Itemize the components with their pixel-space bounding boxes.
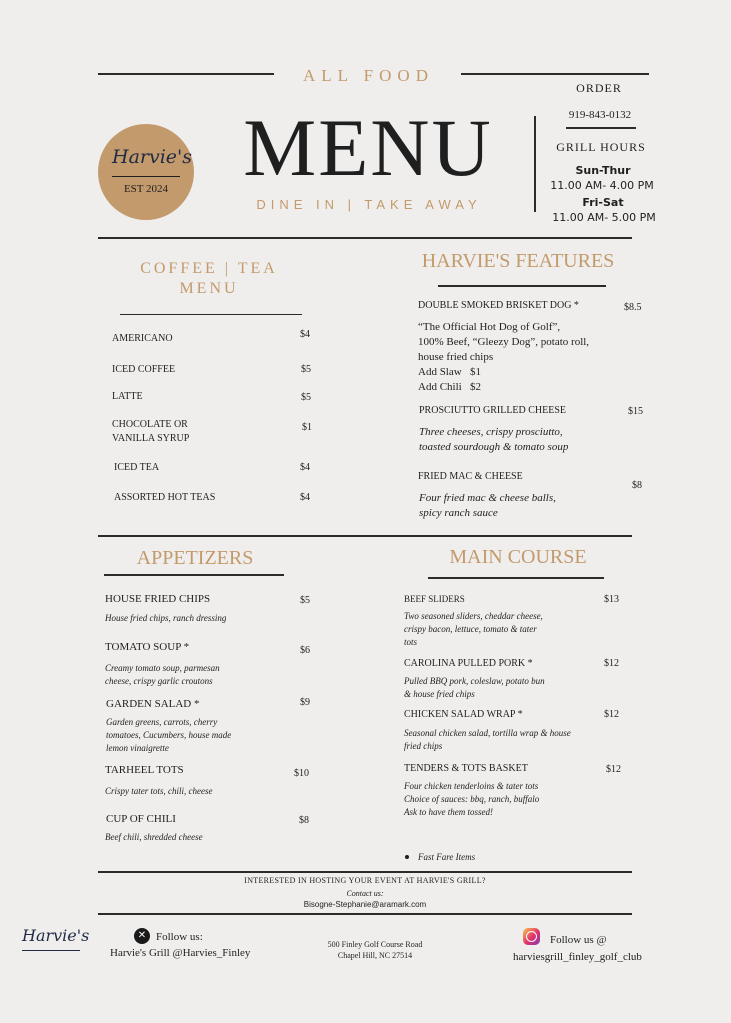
appetizer-item-desc (105, 785, 212, 798)
desc-line: lemon vinaigrette (106, 743, 169, 753)
events-heading: INTERESTED IN HOSTING YOUR EVENT AT HARVIE'S GRILL? (244, 876, 486, 885)
coffee-item-name: LATTE (112, 391, 143, 402)
appetizer-item-desc (105, 612, 226, 625)
feature-item-name: DOUBLE SMOKED BRISKET DOG * (418, 300, 579, 311)
coffee-item-price: $5 (301, 392, 311, 403)
bullet-icon (405, 855, 409, 859)
desc-line: Four chicken tenderloins & tater tots (404, 781, 539, 791)
order-vertical-rule (534, 116, 536, 212)
desc-line: Three cheeses, crispy prosciutto, (419, 426, 563, 438)
main-item-name: TENDERS & TOTS BASKET (404, 763, 528, 774)
hours-time-2: 11.00 AM- 5.00 PM (552, 211, 656, 224)
appetizer-item-name: GARDEN SALAD * (106, 698, 200, 710)
desc-line: house fried chips (418, 351, 494, 363)
x-handle-link[interactable]: Harvie's Grill @Harvies_Finley (110, 947, 251, 959)
coffee-rule (120, 314, 302, 315)
desc-line: Beef chili, shredded cheese (105, 832, 203, 842)
feature-item-desc (419, 425, 568, 455)
fast-fare-legend: Fast Fare Items (418, 852, 476, 862)
feature-item-desc (419, 491, 556, 521)
logo-badge (98, 124, 194, 220)
coffee-item-name: ASSORTED HOT TEAS (114, 492, 216, 503)
all-food-label: ALL FOOD (303, 66, 434, 85)
addon-row (418, 365, 589, 380)
addon-label: Add Chili (418, 381, 462, 393)
events-top-rule (98, 871, 632, 873)
coffee-item-price: $4 (300, 329, 310, 340)
hours-days-2: Fri-Sat (582, 196, 624, 209)
x-follow-label: Follow us: (156, 931, 203, 943)
logo-divider (112, 176, 180, 177)
order-heading: ORDER (576, 81, 622, 95)
main-item-desc (404, 780, 539, 819)
feature-item-name: PROSCIUTTO GRILLED CHEESE (419, 405, 567, 416)
appetizer-item-price: $8 (299, 815, 309, 826)
coffee-item-name: CHOCOLATE OR (112, 419, 188, 430)
appetizer-item-price: $5 (300, 595, 310, 606)
main-item-price: $12 (606, 764, 621, 775)
order-phone[interactable]: 919-843-0132 (568, 109, 632, 121)
main-item-name: CAROLINA PULLED PORK * (404, 658, 533, 669)
appetizer-item-desc (105, 662, 220, 688)
ig-follow-label: Follow us @ (550, 934, 607, 946)
coffee-title-line1: COFFEE | TEA (140, 260, 278, 277)
coffee-item-price: $1 (302, 422, 312, 433)
order-rule (566, 127, 636, 129)
hours-time-1: 11.00 AM- 4.00 PM (550, 179, 654, 192)
events-contact: Contact us: (346, 889, 384, 898)
desc-line: Two seasoned sliders, cheddar cheese, (404, 611, 543, 621)
appetizer-item-desc (105, 831, 203, 844)
coffee-item-price: $4 (300, 492, 310, 503)
x-logo-icon[interactable]: ✕ (134, 928, 150, 944)
appetizer-item-price: $10 (294, 768, 309, 779)
desc-line: Ask to have them tossed! (404, 807, 493, 817)
main-item-desc (404, 610, 543, 649)
ig-handle-link[interactable]: harviesgrill_finley_golf_club (513, 951, 642, 963)
middle-rule (98, 535, 632, 537)
footer-logo-script: Harvie's (22, 926, 90, 945)
feature-item-price: $15 (628, 406, 643, 417)
desc-line: Seasonal chicken salad, tortilla wrap & house (404, 728, 571, 738)
desc-line: 100% Beef, “Gleezy Dog”, potato roll, (418, 336, 590, 348)
addon-row (418, 380, 589, 395)
main-item-desc (404, 727, 571, 753)
instagram-icon[interactable] (523, 928, 540, 945)
desc-line: cheese, crispy garlic croutons (105, 676, 213, 686)
page-title: MENU (243, 102, 493, 193)
desc-line: crispy bacon, lettuce, tomato & tater (404, 624, 537, 634)
events-email[interactable]: Bisogne-Stephanie@aramark.com (303, 900, 427, 909)
appetizer-item-price: $9 (300, 697, 310, 708)
instagram-lens (526, 931, 537, 942)
appetizers-rule (104, 574, 284, 576)
coffee-item-name: ICED TEA (114, 462, 160, 473)
desc-line: Garden greens, carrots, cherry (106, 717, 218, 727)
appetizer-item-price: $6 (300, 645, 310, 656)
main-item-price: $13 (604, 594, 619, 605)
desc-line: tomatoes, Cucumbers, house made (106, 730, 232, 740)
addon-price: $1 (470, 366, 481, 378)
desc-line: Pulled BBQ pork, coleslaw, potato bun (404, 676, 545, 686)
appetizer-item-name: HOUSE FRIED CHIPS (105, 593, 211, 605)
coffee-item-price: $4 (300, 462, 310, 473)
desc-line: House fried chips, ranch dressing (105, 613, 227, 623)
address-line-2: Chapel Hill, NC 27514 (337, 951, 413, 960)
feature-item-price: $8.5 (624, 302, 642, 313)
appetizers-title: APPETIZERS (136, 547, 254, 569)
footer-logo-underline (22, 950, 80, 951)
desc-line: “The Official Hot Dog of Golf”, (418, 321, 561, 333)
hours-days-1: Sun-Thur (575, 164, 631, 177)
appetizer-item-name: TOMATO SOUP * (105, 641, 190, 653)
main-item-name: BEEF SLIDERS (404, 594, 465, 604)
main-item-name: CHICKEN SALAD WRAP * (404, 709, 523, 720)
feature-item-price: $8 (632, 480, 642, 491)
header-bottom-rule (98, 237, 632, 239)
page-subtitle: DINE IN | TAKE AWAY (256, 197, 482, 212)
logo-script: Harvie's (112, 146, 193, 168)
main-course-rule (428, 577, 604, 579)
desc-line: toasted sourdough & tomato soup (419, 441, 569, 453)
address-line-1: 500 Finley Golf Course Road (327, 940, 423, 949)
desc-line: tots (404, 637, 418, 647)
desc-line: spicy ranch sauce (419, 507, 498, 519)
coffee-item-price: $5 (301, 364, 311, 375)
addon-price: $2 (470, 381, 481, 393)
logo-est: EST 2024 (123, 183, 169, 195)
grill-hours-heading: GRILL HOURS (556, 140, 646, 154)
desc-line: & house fried chips (404, 689, 475, 699)
coffee-item-name: ICED COFFEE (112, 364, 176, 375)
desc-line: Creamy tomato soup, parmesan (105, 663, 220, 673)
features-title: HARVIE'S FEATURES (421, 250, 615, 272)
desc-line: Choice of sauces: bbq, ranch, buffalo (404, 794, 540, 804)
header-rule-left (98, 73, 274, 75)
appetizer-item-name: TARHEEL TOTS (105, 764, 184, 776)
main-item-price: $12 (604, 658, 619, 669)
appetizer-item-name: CUP OF CHILI (106, 813, 176, 825)
feature-item-name: FRIED MAC & CHEESE (418, 471, 523, 482)
coffee-title (116, 259, 302, 299)
main-item-price: $12 (604, 709, 619, 720)
features-rule (438, 285, 606, 287)
desc-line: Crispy tater tots, chili, cheese (105, 786, 213, 796)
main-item-desc (404, 675, 545, 701)
coffee-item-name-2: VANILLA SYRUP (112, 433, 190, 444)
appetizer-item-desc (106, 716, 231, 755)
events-bottom-rule (98, 913, 632, 915)
header-rule-right (461, 73, 649, 75)
desc-line: Four fried mac & cheese balls, (419, 492, 556, 504)
desc-line: fried chips (404, 741, 443, 751)
address-block (290, 939, 460, 961)
addon-label: Add Slaw (418, 366, 462, 378)
coffee-title-line2: MENU (179, 280, 239, 297)
feature-item-desc (418, 320, 589, 395)
coffee-item-name: AMERICANO (112, 333, 173, 344)
main-course-title: MAIN COURSE (449, 546, 587, 568)
